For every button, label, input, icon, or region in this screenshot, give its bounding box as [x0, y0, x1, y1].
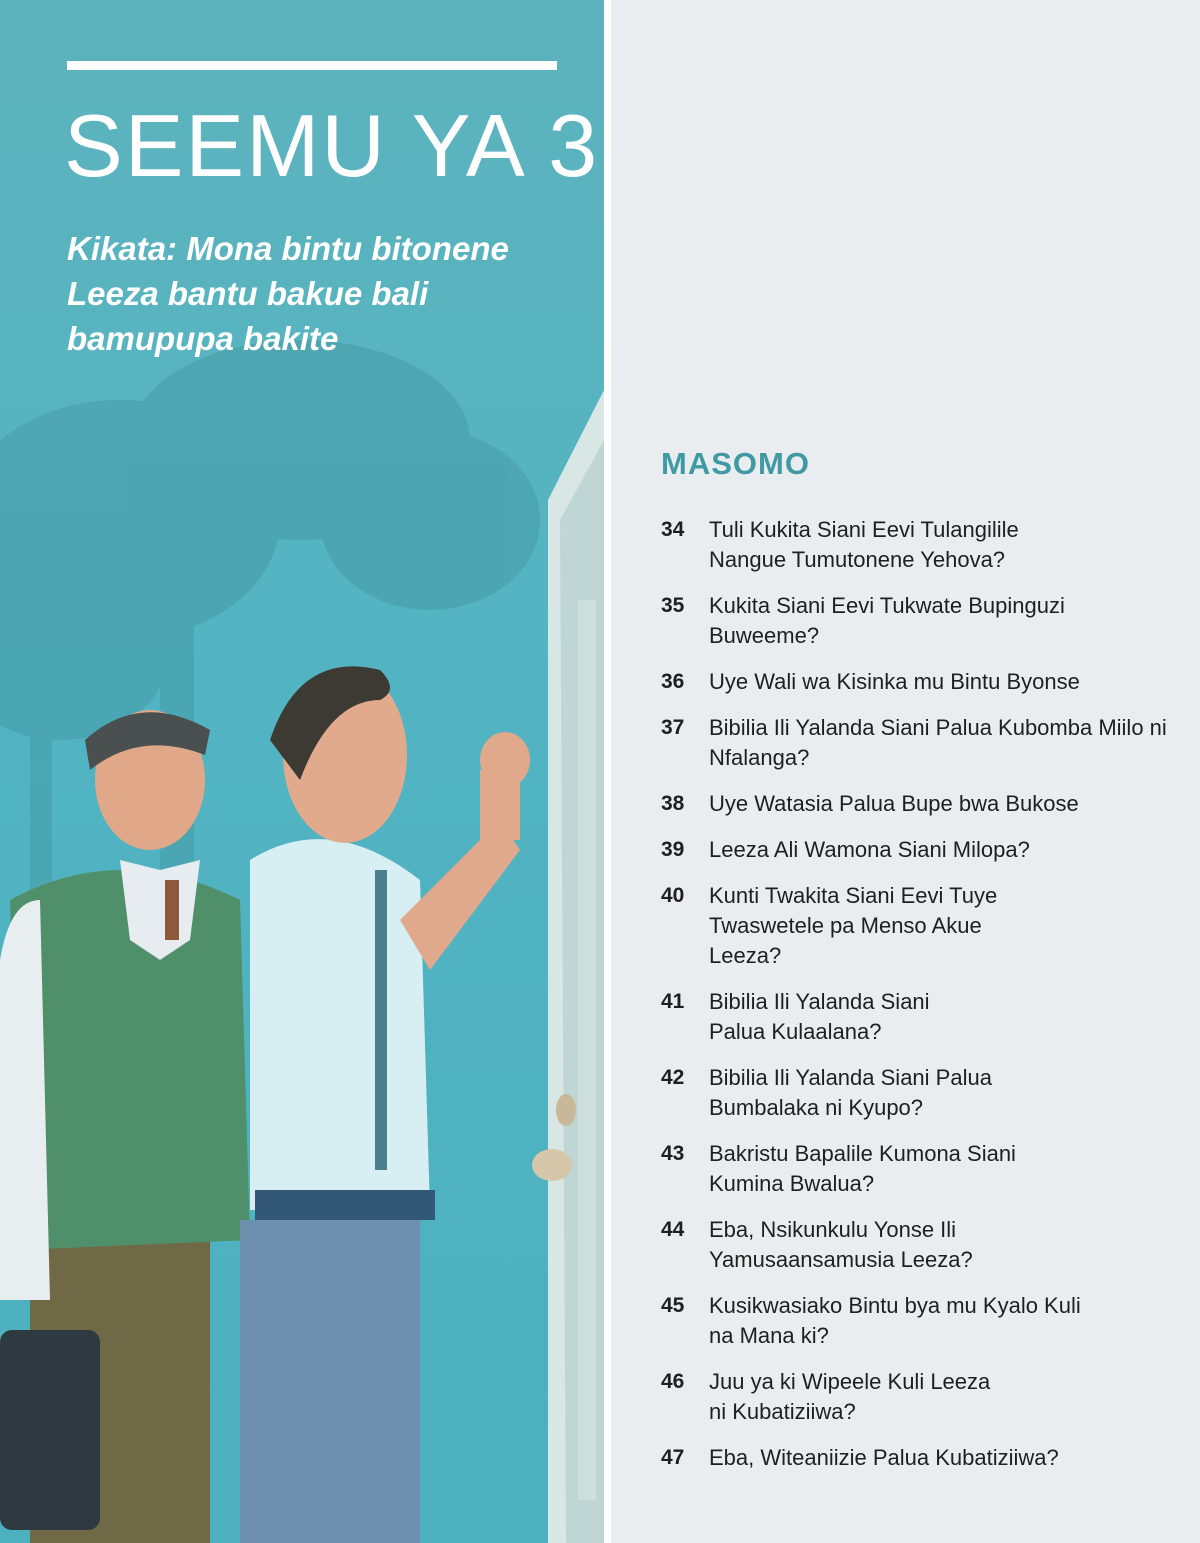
lesson-title: Kunti Twakita Siani Eevi Tuye Twaswetele pa Menso Akue Leeza?	[709, 883, 998, 968]
lesson-number: 40	[661, 884, 685, 907]
lesson-number: 42	[661, 1066, 685, 1089]
lesson-number: 38	[661, 792, 685, 815]
lesson-title: Kukita Siani Eevi Tukwate Bupinguzi Buweeme?	[709, 593, 1065, 648]
lesson-title: Bibilia Ili Yalanda Siani Palua Kubomba Miilo ni Nfalanga?	[709, 715, 1167, 770]
lesson-item[interactable]	[661, 835, 1181, 865]
lesson-title: Tuli Kukita Siani Eevi Tulangilile Nangue Tumutonene Yehova?	[709, 517, 1019, 572]
lesson-title: Uye Wali wa Kisinka mu Bintu Byonse	[709, 669, 1080, 694]
lesson-item[interactable]	[661, 515, 1181, 575]
title-rule	[67, 61, 557, 70]
lessons-list	[661, 515, 1181, 1489]
lesson-title: Uye Watasia Palua Bupe bwa Bukose	[709, 791, 1079, 816]
lesson-title: Kusikwasiako Bintu bya mu Kyalo Kuli na Mana ki?	[709, 1293, 1081, 1348]
lesson-item[interactable]	[661, 591, 1181, 651]
lesson-item[interactable]	[661, 881, 1181, 971]
lesson-number: 34	[661, 518, 685, 541]
lesson-number: 47	[661, 1446, 685, 1469]
lesson-title: Bibilia Ili Yalanda Siani Palua Kulaalana?	[709, 989, 930, 1044]
lesson-item[interactable]	[661, 1215, 1181, 1275]
lesson-title: Leeza Ali Wamona Siani Milopa?	[709, 837, 1030, 862]
lesson-number: 45	[661, 1294, 685, 1317]
lesson-number: 35	[661, 594, 685, 617]
younger-man	[240, 666, 530, 1543]
lesson-number: 43	[661, 1142, 685, 1165]
lesson-item[interactable]	[661, 1139, 1181, 1199]
lesson-title: Juu ya ki Wipeele Kuli Leeza ni Kubatiziiwa?	[709, 1369, 991, 1424]
lesson-item[interactable]	[661, 987, 1181, 1047]
lesson-number: 46	[661, 1370, 685, 1393]
lesson-item[interactable]	[661, 667, 1181, 697]
lesson-item[interactable]	[661, 713, 1181, 773]
lessons-heading: MASOMO	[661, 446, 810, 481]
lesson-number: 41	[661, 990, 685, 1013]
lesson-item[interactable]	[661, 1063, 1181, 1123]
lesson-number: 39	[661, 838, 685, 861]
door	[532, 390, 604, 1543]
lesson-number: 44	[661, 1218, 685, 1241]
lesson-item[interactable]	[661, 1291, 1181, 1351]
lesson-title: Eba, Nsikunkulu Yonse Ili Yamusaansamusia Leeza?	[709, 1217, 973, 1272]
part-title: SEEMU YA 3	[64, 96, 600, 195]
lesson-item[interactable]	[661, 789, 1181, 819]
lesson-title: Bibilia Ili Yalanda Siani Palua Bumbalaka ni Kyupo?	[709, 1065, 992, 1120]
lessons-panel	[611, 0, 1200, 1543]
lesson-number: 37	[661, 716, 685, 739]
lesson-item[interactable]	[661, 1367, 1181, 1427]
part-subtitle: Kikata: Mona bintu bitonene Leeza bantu bakue bali bamupupa bakite	[67, 230, 509, 357]
lesson-title: Bakristu Bapalile Kumona Siani Kumina Bwalua?	[709, 1141, 1016, 1196]
lesson-title: Eba, Witeaniizie Palua Kubatiziiwa?	[709, 1445, 1059, 1470]
lesson-item[interactable]	[661, 1443, 1181, 1473]
lesson-number: 36	[661, 670, 685, 693]
